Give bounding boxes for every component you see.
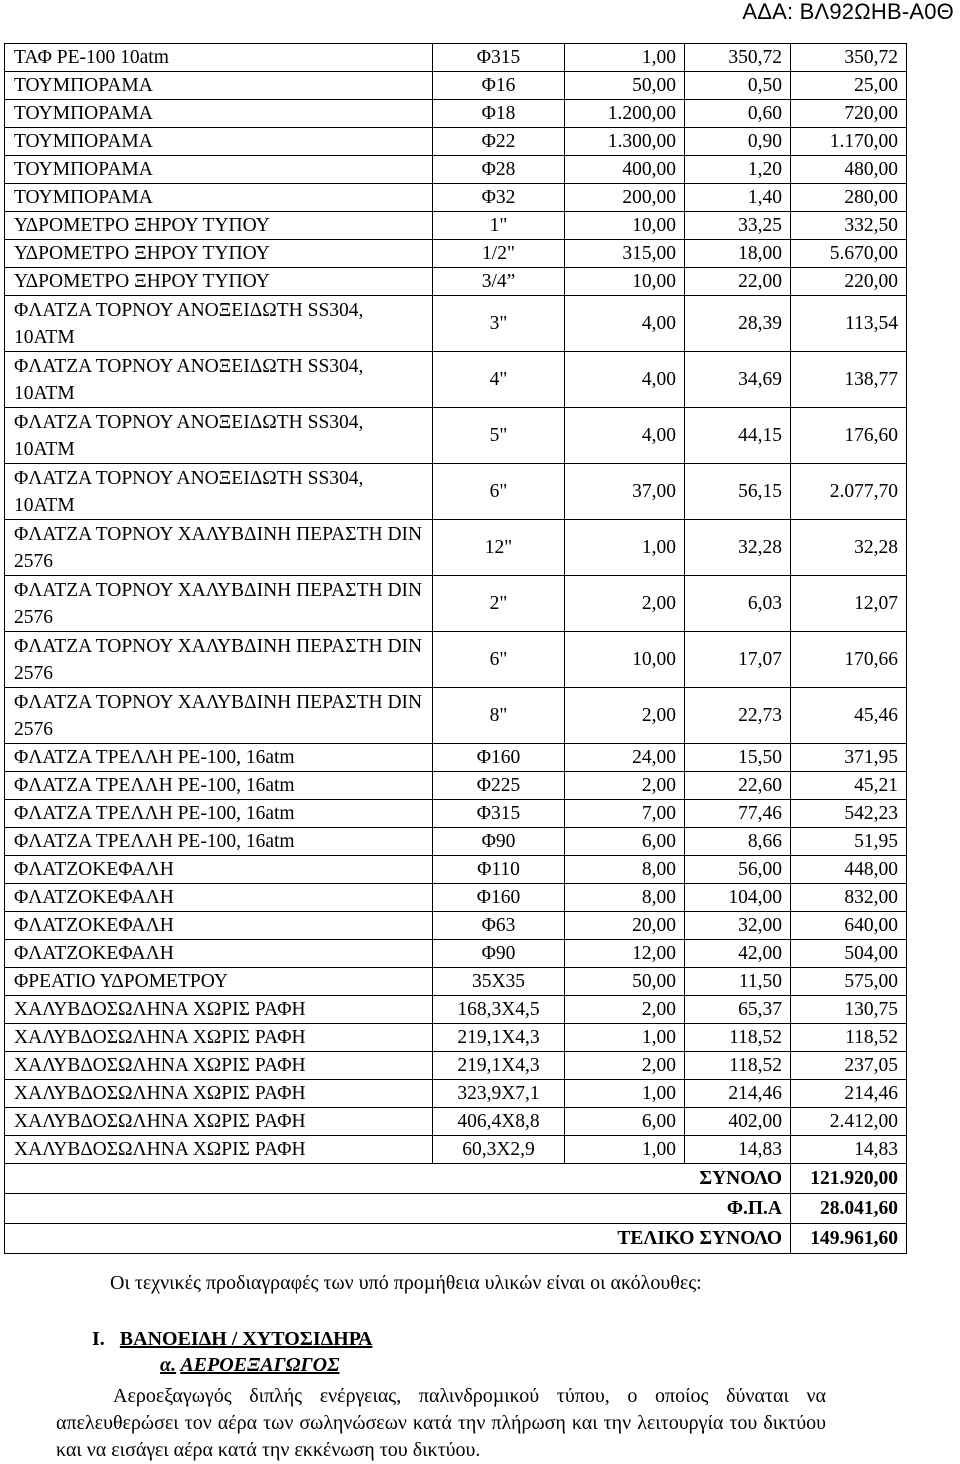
table-row bbox=[5, 884, 907, 912]
cell-total: 832,00 bbox=[791, 884, 907, 912]
cell-qty: 8,00 bbox=[565, 856, 685, 884]
cell-price: 0,50 bbox=[685, 72, 791, 100]
table-row bbox=[5, 996, 907, 1024]
cell-desc: ΧΑΛΥΒΔΟΣΩΛΗΝΑ ΧΩΡΙΣ ΡΑΦΗ bbox=[5, 1052, 433, 1080]
cell-qty: 1,00 bbox=[565, 520, 685, 576]
cell-qty: 10,00 bbox=[565, 632, 685, 688]
cell-dim: 5" bbox=[433, 408, 565, 464]
cell-dim: Φ315 bbox=[433, 800, 565, 828]
cell-total: 720,00 bbox=[791, 100, 907, 128]
cell-total: 214,46 bbox=[791, 1080, 907, 1108]
cell-desc: ΦΛΑΤΖΑ ΤΟΡΝΟΥ ΧΑΛΥΒΔΙΝΗ ΠΕΡΑΣΤΗ DIN 2576 bbox=[5, 632, 433, 688]
cell-dim: 12" bbox=[433, 520, 565, 576]
cell-qty: 2,00 bbox=[565, 996, 685, 1024]
cell-desc: ΦΛΑΤΖΟΚΕΦΑΛΗ bbox=[5, 940, 433, 968]
cell-desc: ΤΟΥΜΠΟΡΑΜΑ bbox=[5, 72, 433, 100]
ada-code: ΑΔΑ: ΒΛ92ΩΗΒ-Α0Θ bbox=[742, 0, 954, 24]
section-heading bbox=[92, 1328, 372, 1351]
table-row bbox=[5, 1108, 907, 1136]
cell-dim: 323,9Χ7,1 bbox=[433, 1080, 565, 1108]
cell-total: 220,00 bbox=[791, 268, 907, 296]
items-table-body bbox=[5, 44, 907, 1254]
cell-qty: 1,00 bbox=[565, 44, 685, 72]
cell-dim: Φ90 bbox=[433, 828, 565, 856]
cell-dim: 2" bbox=[433, 576, 565, 632]
cell-dim: 219,1Χ4,3 bbox=[433, 1052, 565, 1080]
totals-value: 149.961,60 bbox=[791, 1224, 907, 1254]
table-row bbox=[5, 352, 907, 408]
cell-price: 1,20 bbox=[685, 156, 791, 184]
cell-desc: ΤΑΦ ΡΕ-100 10atm bbox=[5, 44, 433, 72]
section-title: ΒΑΝΟΕΙΔΗ / ΧΥΤΟΣΙΔΗΡΑ bbox=[119, 1328, 373, 1350]
cell-price: 44,15 bbox=[685, 408, 791, 464]
table-row bbox=[5, 632, 907, 688]
table-row bbox=[5, 296, 907, 352]
cell-dim: 4" bbox=[433, 352, 565, 408]
cell-total: 371,95 bbox=[791, 744, 907, 772]
totals-value: 28.041,60 bbox=[791, 1194, 907, 1224]
cell-total: 2.412,00 bbox=[791, 1108, 907, 1136]
cell-price: 32,28 bbox=[685, 520, 791, 576]
cell-desc: ΦΛΑΤΖΑ ΤΟΡΝΟΥ ΧΑΛΥΒΔΙΝΗ ΠΕΡΑΣΤΗ DIN 2576 bbox=[5, 520, 433, 576]
table-row bbox=[5, 856, 907, 884]
table-row bbox=[5, 800, 907, 828]
cell-qty: 1,00 bbox=[565, 1136, 685, 1164]
cell-dim: Φ32 bbox=[433, 184, 565, 212]
cell-price: 17,07 bbox=[685, 632, 791, 688]
cell-price: 402,00 bbox=[685, 1108, 791, 1136]
totals-spacer bbox=[5, 1224, 433, 1254]
cell-total: 32,28 bbox=[791, 520, 907, 576]
cell-desc: ΦΛΑΤΖΑ ΤΟΡΝΟΥ ΑΝΟΞΕΙΔΩΤΗ SS304, 10ATM bbox=[5, 296, 433, 352]
cell-dim: 8" bbox=[433, 688, 565, 744]
cell-qty: 10,00 bbox=[565, 268, 685, 296]
cell-total: 113,54 bbox=[791, 296, 907, 352]
cell-desc: ΦΛΑΤΖΑ ΤΡΕΛΛΗ ΡΕ-100, 16atm bbox=[5, 828, 433, 856]
table-row bbox=[5, 828, 907, 856]
cell-desc: ΤΟΥΜΠΟΡΑΜΑ bbox=[5, 100, 433, 128]
cell-total: 542,23 bbox=[791, 800, 907, 828]
cell-price: 0,90 bbox=[685, 128, 791, 156]
cell-total: 504,00 bbox=[791, 940, 907, 968]
table-row bbox=[5, 240, 907, 268]
table-row bbox=[5, 1052, 907, 1080]
cell-total: 448,00 bbox=[791, 856, 907, 884]
cell-qty: 6,00 bbox=[565, 1108, 685, 1136]
cell-price: 22,60 bbox=[685, 772, 791, 800]
cell-price: 34,69 bbox=[685, 352, 791, 408]
cell-price: 0,60 bbox=[685, 100, 791, 128]
cell-price: 65,37 bbox=[685, 996, 791, 1024]
cell-dim: 35Χ35 bbox=[433, 968, 565, 996]
cell-desc: ΦΛΑΤΖΑ ΤΟΡΝΟΥ ΧΑΛΥΒΔΙΝΗ ΠΕΡΑΣΤΗ DIN 2576 bbox=[5, 688, 433, 744]
cell-qty: 50,00 bbox=[565, 72, 685, 100]
table-row bbox=[5, 1024, 907, 1052]
cell-total: 1.170,00 bbox=[791, 128, 907, 156]
table-row bbox=[5, 268, 907, 296]
cell-desc: ΥΔΡΟΜΕΤΡΟ ΞΗΡΟΥ ΤΥΠΟΥ bbox=[5, 268, 433, 296]
cell-price: 22,73 bbox=[685, 688, 791, 744]
cell-price: 22,00 bbox=[685, 268, 791, 296]
cell-price: 14,83 bbox=[685, 1136, 791, 1164]
cell-qty: 400,00 bbox=[565, 156, 685, 184]
cell-price: 56,15 bbox=[685, 464, 791, 520]
table-row bbox=[5, 184, 907, 212]
cell-dim: Φ63 bbox=[433, 912, 565, 940]
cell-total: 12,07 bbox=[791, 576, 907, 632]
cell-desc: ΦΛΑΤΖΟΚΕΦΑΛΗ bbox=[5, 912, 433, 940]
table-row bbox=[5, 464, 907, 520]
table-row bbox=[5, 72, 907, 100]
cell-dim: 3" bbox=[433, 296, 565, 352]
table-row bbox=[5, 688, 907, 744]
cell-price: 6,03 bbox=[685, 576, 791, 632]
cell-dim: 1/2" bbox=[433, 240, 565, 268]
cell-total: 280,00 bbox=[791, 184, 907, 212]
totals-value: 121.920,00 bbox=[791, 1164, 907, 1194]
cell-desc: ΦΛΑΤΖΑ ΤΡΕΛΛΗ ΡΕ-100, 16atm bbox=[5, 772, 433, 800]
cell-desc: ΦΛΑΤΖΑ ΤΟΡΝΟΥ ΧΑΛΥΒΔΙΝΗ ΠΕΡΑΣΤΗ DIN 2576 bbox=[5, 576, 433, 632]
cell-dim: Φ90 bbox=[433, 940, 565, 968]
cell-qty: 7,00 bbox=[565, 800, 685, 828]
cell-price: 32,00 bbox=[685, 912, 791, 940]
cell-dim: 406,4Χ8,8 bbox=[433, 1108, 565, 1136]
cell-qty: 2,00 bbox=[565, 576, 685, 632]
cell-total: 51,95 bbox=[791, 828, 907, 856]
cell-dim: 6" bbox=[433, 632, 565, 688]
subsection-number: α. bbox=[160, 1354, 177, 1376]
cell-total: 640,00 bbox=[791, 912, 907, 940]
cell-total: 176,60 bbox=[791, 408, 907, 464]
table-row bbox=[5, 940, 907, 968]
cell-desc: ΦΡΕΑΤΙΟ ΥΔΡΟΜΕΤΡΟΥ bbox=[5, 968, 433, 996]
cell-dim: Φ110 bbox=[433, 856, 565, 884]
cell-qty: 20,00 bbox=[565, 912, 685, 940]
cell-total: 138,77 bbox=[791, 352, 907, 408]
totals-label: ΣΥΝΟΛΟ bbox=[433, 1164, 791, 1194]
cell-total: 480,00 bbox=[791, 156, 907, 184]
subsection-heading bbox=[160, 1354, 339, 1377]
cell-qty: 1,00 bbox=[565, 1080, 685, 1108]
cell-desc: ΤΟΥΜΠΟΡΑΜΑ bbox=[5, 128, 433, 156]
cell-qty: 2,00 bbox=[565, 1052, 685, 1080]
cell-price: 1,40 bbox=[685, 184, 791, 212]
cell-dim: Φ225 bbox=[433, 772, 565, 800]
cell-dim: Φ315 bbox=[433, 44, 565, 72]
cell-price: 56,00 bbox=[685, 856, 791, 884]
cell-desc: ΥΔΡΟΜΕΤΡΟ ΞΗΡΟΥ ΤΥΠΟΥ bbox=[5, 212, 433, 240]
cell-desc: ΤΟΥΜΠΟΡΑΜΑ bbox=[5, 184, 433, 212]
totals-spacer bbox=[5, 1164, 433, 1194]
cell-total: 237,05 bbox=[791, 1052, 907, 1080]
cell-dim: Φ28 bbox=[433, 156, 565, 184]
section-number: Ι. bbox=[92, 1328, 105, 1350]
cell-price: 33,25 bbox=[685, 212, 791, 240]
cell-desc: ΥΔΡΟΜΕΤΡΟ ΞΗΡΟΥ ΤΥΠΟΥ bbox=[5, 240, 433, 268]
cell-price: 28,39 bbox=[685, 296, 791, 352]
cell-total: 130,75 bbox=[791, 996, 907, 1024]
cell-qty: 1.200,00 bbox=[565, 100, 685, 128]
table-row bbox=[5, 44, 907, 72]
table-row bbox=[5, 576, 907, 632]
cell-desc: ΧΑΛΥΒΔΟΣΩΛΗΝΑ ΧΩΡΙΣ ΡΑΦΗ bbox=[5, 1024, 433, 1052]
table-row bbox=[5, 772, 907, 800]
totals-spacer bbox=[5, 1194, 433, 1224]
cell-qty: 12,00 bbox=[565, 940, 685, 968]
cell-desc: ΧΑΛΥΒΔΟΣΩΛΗΝΑ ΧΩΡΙΣ ΡΑΦΗ bbox=[5, 1136, 433, 1164]
cell-price: 214,46 bbox=[685, 1080, 791, 1108]
cell-total: 5.670,00 bbox=[791, 240, 907, 268]
cell-qty: 6,00 bbox=[565, 828, 685, 856]
cell-total: 332,50 bbox=[791, 212, 907, 240]
items-table bbox=[4, 43, 907, 1254]
cell-dim: Φ16 bbox=[433, 72, 565, 100]
cell-dim: 168,3Χ4,5 bbox=[433, 996, 565, 1024]
cell-desc: ΧΑΛΥΒΔΟΣΩΛΗΝΑ ΧΩΡΙΣ ΡΑΦΗ bbox=[5, 1108, 433, 1136]
cell-dim: 6" bbox=[433, 464, 565, 520]
cell-price: 118,52 bbox=[685, 1052, 791, 1080]
table-row bbox=[5, 408, 907, 464]
cell-price: 11,50 bbox=[685, 968, 791, 996]
cell-price: 15,50 bbox=[685, 744, 791, 772]
cell-desc: ΦΛΑΤΖΑ ΤΡΕΛΛΗ ΡΕ-100, 16atm bbox=[5, 744, 433, 772]
cell-total: 170,66 bbox=[791, 632, 907, 688]
cell-desc: ΦΛΑΤΖΑ ΤΡΕΛΛΗ ΡΕ-100, 16atm bbox=[5, 800, 433, 828]
cell-total: 350,72 bbox=[791, 44, 907, 72]
table-row bbox=[5, 1080, 907, 1108]
table-row bbox=[5, 156, 907, 184]
table-row bbox=[5, 912, 907, 940]
cell-qty: 8,00 bbox=[565, 884, 685, 912]
cell-qty: 200,00 bbox=[565, 184, 685, 212]
cell-qty: 1,00 bbox=[565, 1024, 685, 1052]
subsection-title: ΑΕΡΟΕΞΑΓΩΓΟΣ bbox=[180, 1354, 340, 1376]
cell-price: 104,00 bbox=[685, 884, 791, 912]
table-row bbox=[5, 1136, 907, 1164]
cell-dim: Φ22 bbox=[433, 128, 565, 156]
cell-qty: 24,00 bbox=[565, 744, 685, 772]
table-row bbox=[5, 744, 907, 772]
cell-price: 42,00 bbox=[685, 940, 791, 968]
cell-total: 14,83 bbox=[791, 1136, 907, 1164]
cell-desc: ΤΟΥΜΠΟΡΑΜΑ bbox=[5, 156, 433, 184]
cell-qty: 2,00 bbox=[565, 688, 685, 744]
cell-dim: 1" bbox=[433, 212, 565, 240]
totals-row bbox=[5, 1164, 907, 1194]
cell-qty: 4,00 bbox=[565, 296, 685, 352]
cell-qty: 2,00 bbox=[565, 772, 685, 800]
cell-desc: ΦΛΑΤΖΑ ΤΟΡΝΟΥ ΑΝΟΞΕΙΔΩΤΗ SS304, 10ATM bbox=[5, 352, 433, 408]
cell-price: 118,52 bbox=[685, 1024, 791, 1052]
cell-price: 77,46 bbox=[685, 800, 791, 828]
cell-dim: Φ160 bbox=[433, 744, 565, 772]
spec-paragraph: Αεροεξαγωγός διπλής ενέργειας, παλινδροµικού τύπου, ο οποίος δύναται να απελευθερώσει τον αέρα των σωληνώσεων κατά την πλήρωση και την λειτουργία του δικτύου και να εισάγει αέρα κατά την εκκένωση του δικτύου. bbox=[56, 1385, 826, 1461]
cell-desc: ΦΛΑΤΖΟΚΕΦΑΛΗ bbox=[5, 884, 433, 912]
cell-desc: ΧΑΛΥΒΔΟΣΩΛΗΝΑ ΧΩΡΙΣ ΡΑΦΗ bbox=[5, 1080, 433, 1108]
cell-total: 118,52 bbox=[791, 1024, 907, 1052]
cell-qty: 50,00 bbox=[565, 968, 685, 996]
table-row bbox=[5, 212, 907, 240]
table-row bbox=[5, 128, 907, 156]
cell-total: 45,46 bbox=[791, 688, 907, 744]
cell-qty: 4,00 bbox=[565, 408, 685, 464]
table-row bbox=[5, 520, 907, 576]
cell-qty: 4,00 bbox=[565, 352, 685, 408]
cell-dim: 219,1Χ4,3 bbox=[433, 1024, 565, 1052]
cell-price: 350,72 bbox=[685, 44, 791, 72]
cell-dim: 3/4” bbox=[433, 268, 565, 296]
cell-total: 2.077,70 bbox=[791, 464, 907, 520]
cell-desc: ΦΛΑΤΖΟΚΕΦΑΛΗ bbox=[5, 856, 433, 884]
specs-intro: Οι τεχνικές προδιαγραφές των υπό προµήθεια υλικών είναι οι ακόλουθες: bbox=[110, 1272, 702, 1294]
cell-dim: Φ18 bbox=[433, 100, 565, 128]
cell-total: 25,00 bbox=[791, 72, 907, 100]
totals-label: Φ.Π.Α bbox=[433, 1194, 791, 1224]
cell-desc: ΦΛΑΤΖΑ ΤΟΡΝΟΥ ΑΝΟΞΕΙΔΩΤΗ SS304, 10ATM bbox=[5, 464, 433, 520]
cell-price: 18,00 bbox=[685, 240, 791, 268]
cell-qty: 10,00 bbox=[565, 212, 685, 240]
cell-price: 8,66 bbox=[685, 828, 791, 856]
table-row bbox=[5, 968, 907, 996]
cell-desc: ΦΛΑΤΖΑ ΤΟΡΝΟΥ ΑΝΟΞΕΙΔΩΤΗ SS304, 10ATM bbox=[5, 408, 433, 464]
cell-qty: 315,00 bbox=[565, 240, 685, 268]
cell-desc: ΧΑΛΥΒΔΟΣΩΛΗΝΑ ΧΩΡΙΣ ΡΑΦΗ bbox=[5, 996, 433, 1024]
totals-row bbox=[5, 1224, 907, 1254]
totals-row bbox=[5, 1194, 907, 1224]
totals-label: ΤΕΛΙΚΟ ΣΥΝΟΛΟ bbox=[433, 1224, 791, 1254]
cell-qty: 1.300,00 bbox=[565, 128, 685, 156]
cell-total: 575,00 bbox=[791, 968, 907, 996]
table-row bbox=[5, 100, 907, 128]
cell-dim: Φ160 bbox=[433, 884, 565, 912]
cell-total: 45,21 bbox=[791, 772, 907, 800]
cell-qty: 37,00 bbox=[565, 464, 685, 520]
cell-dim: 60,3Χ2,9 bbox=[433, 1136, 565, 1164]
